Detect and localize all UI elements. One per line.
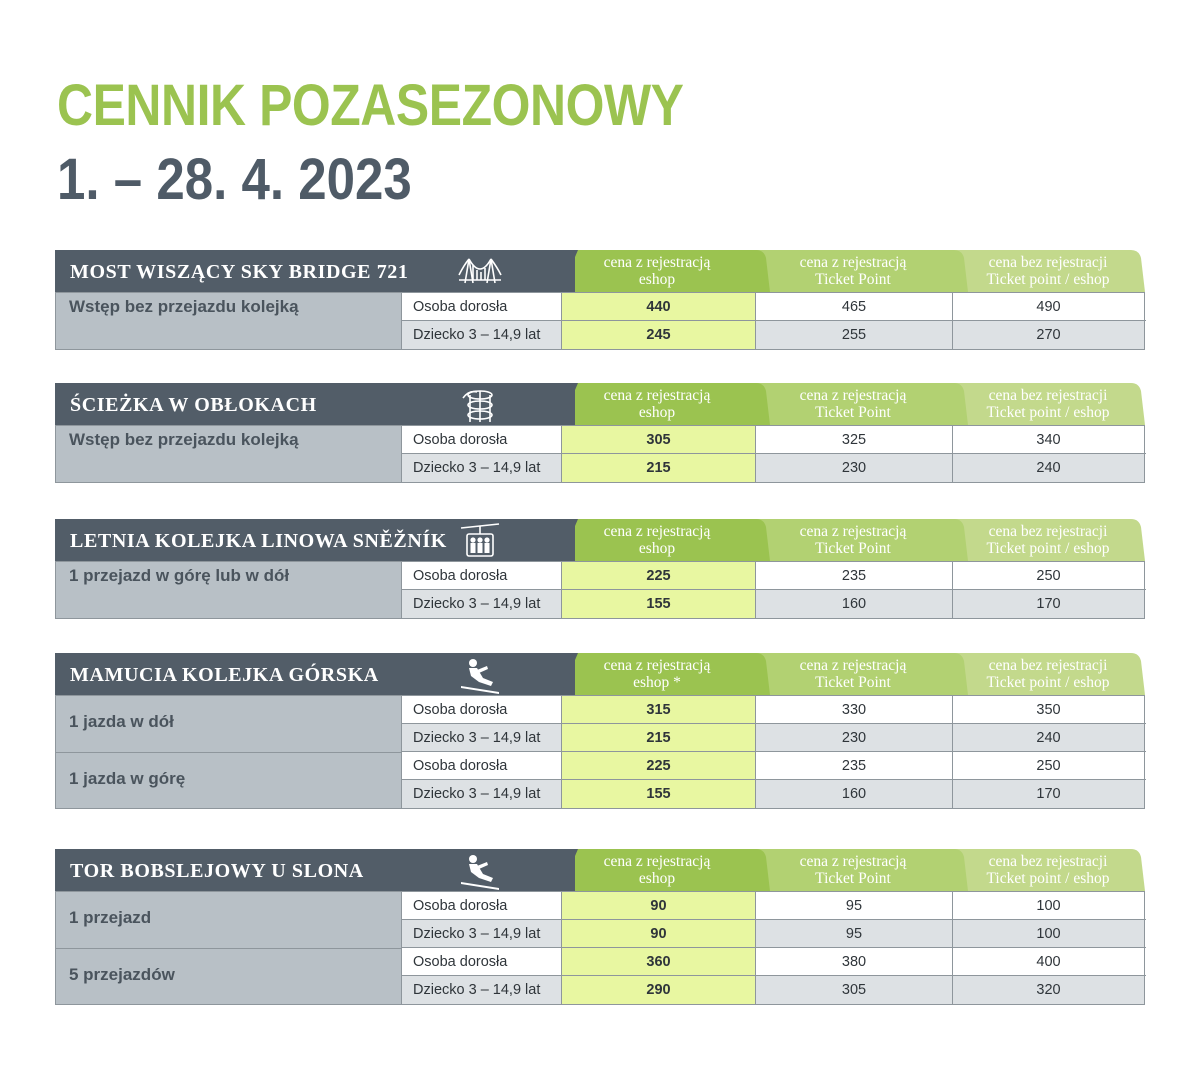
col-header-eshop	[560, 519, 770, 561]
table-row	[56, 293, 1144, 321]
table-row	[56, 780, 1144, 808]
col-header-line: eshop	[638, 271, 676, 288]
col-header-line: cena bez rejestracji	[988, 523, 1108, 540]
section-header	[55, 383, 1145, 425]
price-ticket-point: 235	[755, 752, 952, 780]
price-eshop: 155	[561, 780, 755, 808]
col-header-line: cena z rejestracją	[799, 254, 907, 271]
table-row	[56, 724, 1144, 752]
visitor-category: Dziecko 3 – 14,9 lat	[401, 724, 561, 752]
col-header-line: Ticket point / eshop	[986, 271, 1110, 288]
col-header-line: Ticket point / eshop	[986, 404, 1110, 421]
col-header-no-registration	[951, 250, 1145, 292]
col-header-line: eshop	[638, 404, 676, 421]
col-header-eshop	[560, 250, 770, 292]
price-eshop: 305	[561, 426, 755, 454]
section-title-bar-tip	[560, 383, 578, 425]
visitor-category: Dziecko 3 – 14,9 lat	[401, 780, 561, 808]
price-eshop: 215	[561, 454, 755, 482]
price-ticket-point: 255	[755, 321, 952, 349]
table-row	[56, 590, 1144, 618]
col-header-line: cena bez rejestracji	[988, 387, 1108, 404]
section-header	[55, 250, 1145, 292]
col-header-line: cena z rejestracją	[603, 254, 711, 271]
price-section	[55, 519, 1145, 619]
price-section	[55, 653, 1145, 809]
col-header-line: Ticket Point	[815, 674, 891, 691]
ticket-type-label: Wstęp bez przejazdu kolejką	[69, 430, 299, 449]
col-header-line: Ticket Point	[815, 404, 891, 421]
table-row	[56, 426, 1144, 454]
price-eshop: 90	[561, 892, 755, 920]
price-ticket-point: 380	[755, 948, 952, 976]
col-header-line: cena z rejestracją	[799, 523, 907, 540]
price-ticket-point: 465	[755, 293, 952, 321]
price-table	[55, 695, 1145, 809]
col-header-line: eshop	[638, 540, 676, 557]
price-eshop: 360	[561, 948, 755, 976]
chairlift-icon	[457, 522, 503, 560]
price-ticket-point: 230	[755, 724, 952, 752]
toboggan-rider-icon	[457, 656, 503, 694]
price-no-registration: 170	[952, 780, 1144, 808]
visitor-category: Dziecko 3 – 14,9 lat	[401, 976, 561, 1004]
visitor-category: Osoba dorosła	[401, 562, 561, 590]
col-header-line: cena bez rejestracji	[988, 657, 1108, 674]
col-header-line: Ticket point / eshop	[986, 540, 1110, 557]
price-no-registration: 250	[952, 752, 1144, 780]
table-row	[56, 752, 1144, 780]
col-header-line: cena z rejestracją	[603, 853, 711, 870]
col-header-eshop	[560, 383, 770, 425]
ticket-type-label: 5 przejazdów	[69, 965, 175, 984]
price-no-registration: 400	[952, 948, 1144, 976]
price-no-registration: 170	[952, 590, 1144, 618]
visitor-category: Dziecko 3 – 14,9 lat	[401, 454, 561, 482]
price-no-registration: 250	[952, 562, 1144, 590]
section-title-bar-tip	[560, 653, 578, 695]
price-eshop: 90	[561, 920, 755, 948]
col-header-line: Ticket point / eshop	[986, 674, 1110, 691]
price-no-registration: 490	[952, 293, 1144, 321]
table-row	[56, 321, 1144, 349]
table-row	[56, 562, 1144, 590]
price-ticket-point: 230	[755, 454, 952, 482]
price-no-registration: 240	[952, 454, 1144, 482]
price-eshop: 215	[561, 724, 755, 752]
price-no-registration: 320	[952, 976, 1144, 1004]
section-header	[55, 519, 1145, 561]
col-header-ticket-point	[754, 653, 968, 695]
col-header-eshop	[560, 849, 770, 891]
price-ticket-point: 160	[755, 590, 952, 618]
visitor-category: Osoba dorosła	[401, 948, 561, 976]
price-no-registration: 100	[952, 892, 1144, 920]
price-table	[55, 891, 1145, 1005]
section-title: TOR BOBSLEJOWY U SLONA	[70, 860, 364, 882]
col-header-line: cena z rejestracją	[799, 657, 907, 674]
table-row	[56, 454, 1144, 482]
visitor-category: Osoba dorosła	[401, 696, 561, 724]
col-header-line: cena bez rejestracji	[988, 853, 1108, 870]
section-title-bar-tip	[560, 250, 578, 292]
section-title: MOST WISZĄCY SKY BRIDGE 721	[70, 261, 409, 283]
price-eshop: 245	[561, 321, 755, 349]
col-header-line: cena bez rejestracji	[988, 254, 1108, 271]
col-header-no-registration	[951, 653, 1145, 695]
table-row	[56, 920, 1144, 948]
ticket-type-label: 1 przejazd	[69, 908, 152, 927]
page-title: CENNIK POZASEZONOWY	[57, 73, 684, 138]
ticket-type-label: 1 przejazd w górę lub w dół	[69, 566, 290, 585]
table-row	[56, 976, 1144, 1004]
price-no-registration: 100	[952, 920, 1144, 948]
bobsleigh-rider-icon	[457, 852, 503, 890]
price-table	[55, 561, 1145, 619]
price-eshop: 315	[561, 696, 755, 724]
col-header-ticket-point	[754, 519, 968, 561]
price-ticket-point: 160	[755, 780, 952, 808]
section-title-bar-tip	[560, 519, 578, 561]
col-header-no-registration	[951, 383, 1145, 425]
section-title: LETNIA KOLEJKA LINOWA SNĚŽNÍK	[70, 530, 447, 552]
section-header	[55, 653, 1145, 695]
price-ticket-point: 95	[755, 920, 952, 948]
price-no-registration: 240	[952, 724, 1144, 752]
price-ticket-point: 330	[755, 696, 952, 724]
price-section	[55, 383, 1145, 483]
section-header	[55, 849, 1145, 891]
price-ticket-point: 305	[755, 976, 952, 1004]
price-no-registration: 270	[952, 321, 1144, 349]
price-ticket-point: 95	[755, 892, 952, 920]
price-table	[55, 425, 1145, 483]
visitor-category: Dziecko 3 – 14,9 lat	[401, 920, 561, 948]
col-header-no-registration	[951, 519, 1145, 561]
visitor-category: Osoba dorosła	[401, 892, 561, 920]
table-row	[56, 948, 1144, 976]
date-range: 1. – 28. 4. 2023	[57, 147, 412, 212]
price-eshop: 225	[561, 562, 755, 590]
col-header-line: Ticket point / eshop	[986, 870, 1110, 887]
section-title: ŚCIEŻKA W OBŁOKACH	[70, 394, 317, 416]
col-header-line: eshop	[638, 870, 676, 887]
col-header-line: cena z rejestracją	[603, 657, 711, 674]
price-no-registration: 340	[952, 426, 1144, 454]
col-header-eshop	[560, 653, 770, 695]
col-header-no-registration	[951, 849, 1145, 891]
price-eshop: 440	[561, 293, 755, 321]
section-title: MAMUCIA KOLEJKA GÓRSKA	[70, 664, 379, 686]
col-header-ticket-point	[754, 383, 968, 425]
suspension-bridge-icon	[457, 253, 503, 291]
section-title-bar-tip	[560, 849, 578, 891]
visitor-category: Osoba dorosła	[401, 752, 561, 780]
col-header-ticket-point	[754, 849, 968, 891]
visitor-category: Osoba dorosła	[401, 426, 561, 454]
col-header-line: cena z rejestracją	[603, 387, 711, 404]
price-eshop: 155	[561, 590, 755, 618]
price-eshop: 290	[561, 976, 755, 1004]
visitor-category: Dziecko 3 – 14,9 lat	[401, 590, 561, 618]
sky-walk-tower-icon	[457, 386, 503, 424]
price-ticket-point: 325	[755, 426, 952, 454]
price-no-registration: 350	[952, 696, 1144, 724]
table-row	[56, 696, 1144, 724]
price-ticket-point: 235	[755, 562, 952, 590]
col-header-line: cena z rejestracją	[603, 523, 711, 540]
col-header-line: cena z rejestracją	[799, 387, 907, 404]
col-header-line: eshop *	[633, 674, 681, 691]
ticket-type-label: 1 jazda w górę	[69, 769, 186, 788]
price-eshop: 225	[561, 752, 755, 780]
table-row	[56, 892, 1144, 920]
price-section	[55, 250, 1145, 350]
price-section	[55, 849, 1145, 1005]
ticket-type-label: 1 jazda w dół	[69, 712, 174, 731]
col-header-ticket-point	[754, 250, 968, 292]
col-header-line: Ticket Point	[815, 540, 891, 557]
visitor-category: Dziecko 3 – 14,9 lat	[401, 321, 561, 349]
col-header-line: Ticket Point	[815, 870, 891, 887]
col-header-line: cena z rejestracją	[799, 853, 907, 870]
col-header-line: Ticket Point	[815, 271, 891, 288]
ticket-type-label: Wstęp bez przejazdu kolejką	[69, 297, 299, 316]
price-table	[55, 292, 1145, 350]
visitor-category: Osoba dorosła	[401, 293, 561, 321]
